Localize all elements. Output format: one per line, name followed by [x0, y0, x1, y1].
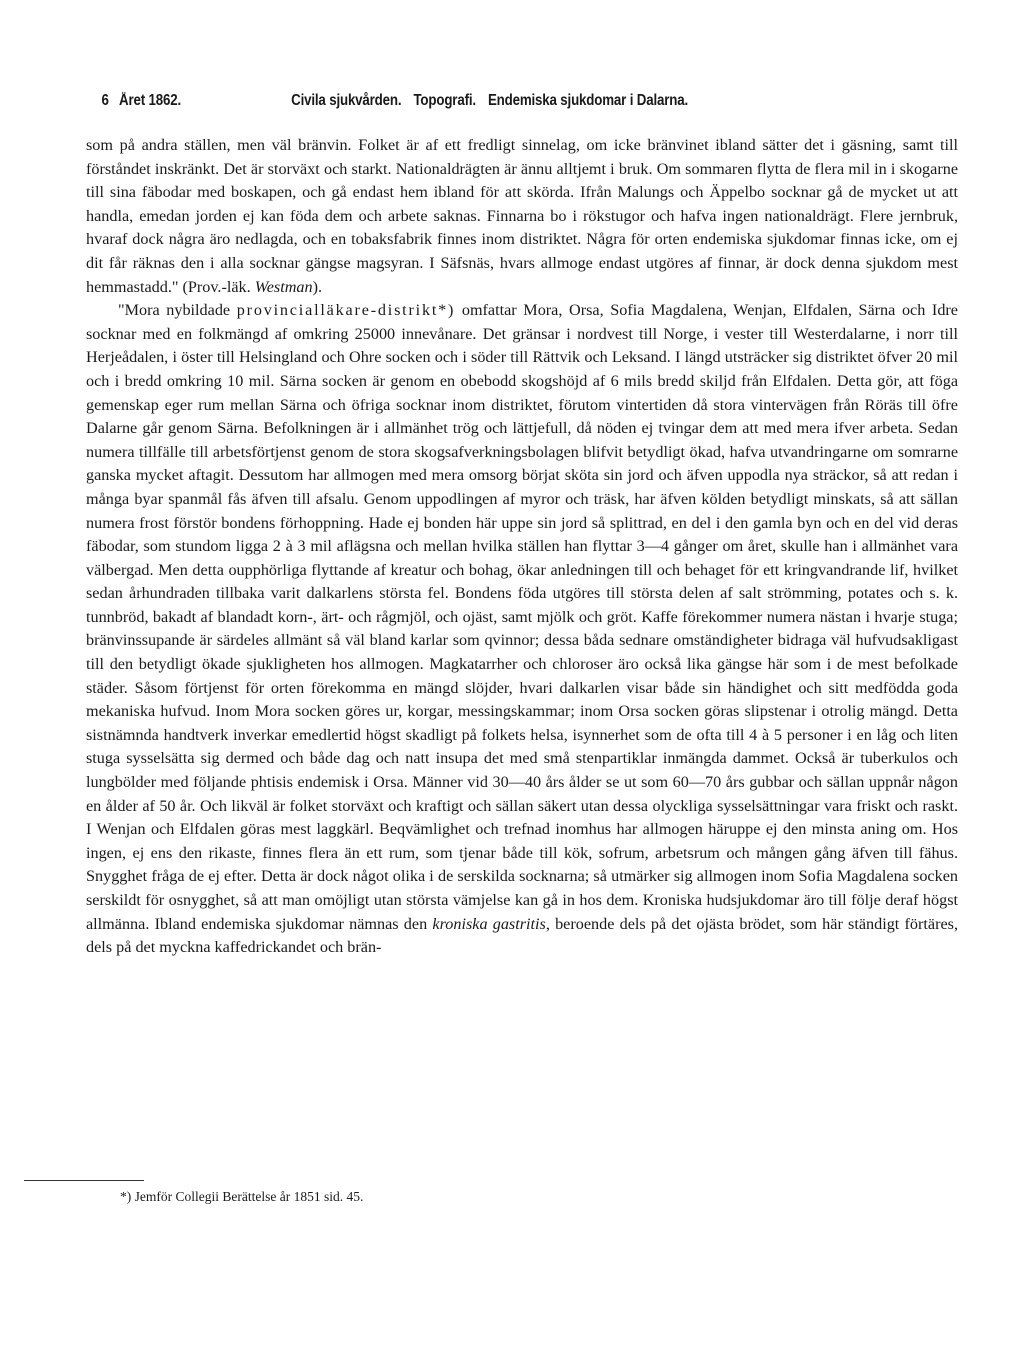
running-head-section: Civila sjukvården.: [291, 92, 402, 109]
author-name: Westman: [254, 277, 313, 296]
paragraph-1-text: som på andra ställen, men väl bränvin. Folket är af ett fredligt sinnelag, om icke bränvinet ibland sätter det i gäsning, samt till förståndet inskränkt. Det är storväxt och starkt. Nationaldrägten är ännu alltjemt i bruk. Om sommaren flytta de flera mil in i skogarne till sina fäbodar med boskapen, och gå endast hem ibland för att skörda. Ifrån Malungs och Äppelbo socknar gå de mycket ut att handla, emedan jorden ej kan föda dem och arbete saknas. Finnarna bo i rökstugor och hafva ingen nationaldrägt. Flere jernbruk, hvaraf dock några äro nedlagda, och en tobaksfabrik finnes inom distriktet. Några för orten endemiska sjukdomar finnas icke, om ej dit får räknas den i alla socknar gängse magsyran. I Säfsnäs, hvars allmoge endast utgöres af finnar, är dock denna sjukdom mest hemmastadd." (Prov.-läk.: [86, 136, 958, 296]
paragraph-continued: [86, 134, 958, 299]
running-head-year: Året 1862.: [119, 92, 182, 109]
district-term: provincialläkare-distrikt*): [236, 301, 456, 320]
document-page: [86, 92, 958, 960]
running-head: [86, 92, 836, 124]
body-text: [86, 134, 958, 960]
paragraph-mora-district: [86, 299, 958, 960]
paragraph-2-opening: "Mora nybildade: [118, 301, 237, 320]
paragraph-1-end: ).: [312, 277, 323, 296]
footnote: *) Jemför Collegii Berättelse år 1851 sid. 45.: [120, 1189, 364, 1204]
paragraph-2-end: , beroende dels på det ojästa brödet, som här ständigt förtäres, dels på det myckna kaffedrickandet och brän-: [86, 914, 958, 957]
running-head-subject: Endemiska sjukdomar i Dalarna.: [487, 92, 688, 109]
running-head-topic: Topografi.: [413, 92, 476, 109]
page-number: 6: [101, 92, 109, 109]
footnote-rule: [24, 1180, 144, 1181]
disease-term: kroniska gastritis: [432, 914, 546, 933]
paragraph-2-text: omfattar Mora, Orsa, Sofia Magdalena, Wenjan, Elfdalen, Särna och Idre socknar med en folkmängd af omkring 25000 innevånare. Det gränsar i nordvest till Norge, i vester till Westerdalarne, i norr till Herjeådalen, i öster till Helsingland och Ohre socken och i söder till Rättvik och Leksand. I längd utsträcker sig distriktet öfver 20 mil och i bredd omkring 10 mil. Särna socken är genom en obebodd skogshöjd af 6 mils bredd skiljd från Elfdalen. Detta gör, att föga gemenskap eger rum mellan Särna och öfriga socknar inom distriktet, förutom vintertiden då stora vintervägen från Röräs till öfre Dalarne går genom Särna. Befolkningen är i allmänhet trög och lättjefull, då nöden ej tvingar dem att med mera ifver arbeta. Sedan numera tillfälle till arbetsförtjenst genom de stora skogsafverkningsbolagen blifvit betydligt ökad, hafva utvandringarne om somrarne ganska mycket aftagit. Dessutom har allmogen med mera omsorg börjat sköta sin jord och äfven uppodla nya sträckor, så att redan i många byar spanmål fås äfven till afsalu. Genom uppodlingen af myror och träsk, har äfven kölden betydligt minskats, så att sällan numera frost förstör bondens förhoppning. Hade ej bonden här uppe sin jord så splittrad, en del i den gamla byn och en del vid deras fäbodar, som stundom ligga 2 à 3 mil aflägsna och mellan hvilka ställen han flyttar 3—4 gånger om året, skulle han i allmänhet vara välbergad. Men detta oupphörliga flyttande af kreatur och bohag, ökar anledningen till och behaget för ett kringvandrande lif, hvilket sedan århundraden tillbaka varit dalkarlens största fel. Bondens föda utgöres till största delen af salt strömming, potates och s. k. tunnbröd, bakadt af blandadt korn-, ärt- och rågmjöl, och ojäst, samt mjölk och gröt. Kaffe förekommer numera nästan i hvarje stuga; bränvinssupande är särdeles allmänt så väl bland karlar som qvinnor; dessa båda sednare omständigheter bidraga väl hufvudsakligast till den betydligt ökade sjukligheten hos allmogen. Magkatarrher och chloroser äro också lika gängse här som i de mest befolkade städer. Såsom förtjenst för orten förekomma en mängd slöjder, hvari dalkarlen visar både sin händighet och sitt medfödda goda mekaniska hufvud. Inom Mora socken göres ur, korgar, messingskammar; inom Orsa socken göras slipstenar i otrolig mängd. Detta sistnämnda handtverk inverkar emedlertid högst skadligt på folkets helsa, isynnerhet som de ofta till 4 à 5 personer i en låg och liten stuga sysselsätta sig dermed och både dag och natt insupa det med små stenpartiklar inmängda dammet. Också är tuberkulos och lungbölder med följande phtisis endemisk i Orsa. Männer vid 30—40 års ålder se ut som 60—70 års gubbar och sällan uppnår någon en ålder af 50 år. Och likväl är folket storväxt och kraftigt och sällan säkert utan dessa olyckliga sysselsättningar vara friskt och raskt. I Wenjan och Elfdalen göras mest laggkärl. Beqvämlighet och trefnad inomhus har allmogen häruppe ej den minsta aning om. Hos ingen, ej ens den rikaste, finnes flera än ett rum, som tjenar både till kök, sofrum, arbetsrum och mången gång äfven till fähus. Snygghet fråga de ej efter. Detta är dock något olika i de serskilda socknarna; så utmärker sig allmogen inom Sofia Magdalena socken serskildt för osnygghet, så att man omöjligt utan största vämjelse kan gå in hos dem. Kroniska hudsjukdomar äro till följe deraf högst allmänna. Ibland endemiska sjukdomar nämnas den: [86, 301, 958, 933]
